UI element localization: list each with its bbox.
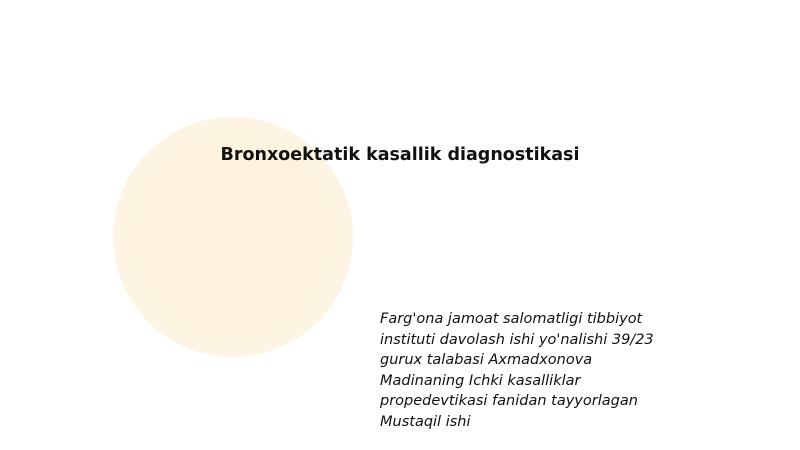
subtitle-line: propedevtikasi fanidan tayyorlagan: [380, 393, 638, 410]
slide-title: Bronxoektatik kasallik diagnostikasi: [220, 145, 580, 165]
subtitle-line: instituti davolash ishi yo'nalishi 39/23: [380, 331, 654, 348]
subtitle-line: gurux talabasi Axmadxonova: [380, 352, 593, 369]
subtitle-line: Madinaning Ichki kasalliklar: [380, 372, 581, 389]
subtitle-line: Farg'ona jamoat salomatligi tibbiyot: [380, 311, 643, 327]
slide-subtitle: [380, 309, 680, 433]
subtitle-line: Mustaqil ishi: [380, 413, 471, 430]
